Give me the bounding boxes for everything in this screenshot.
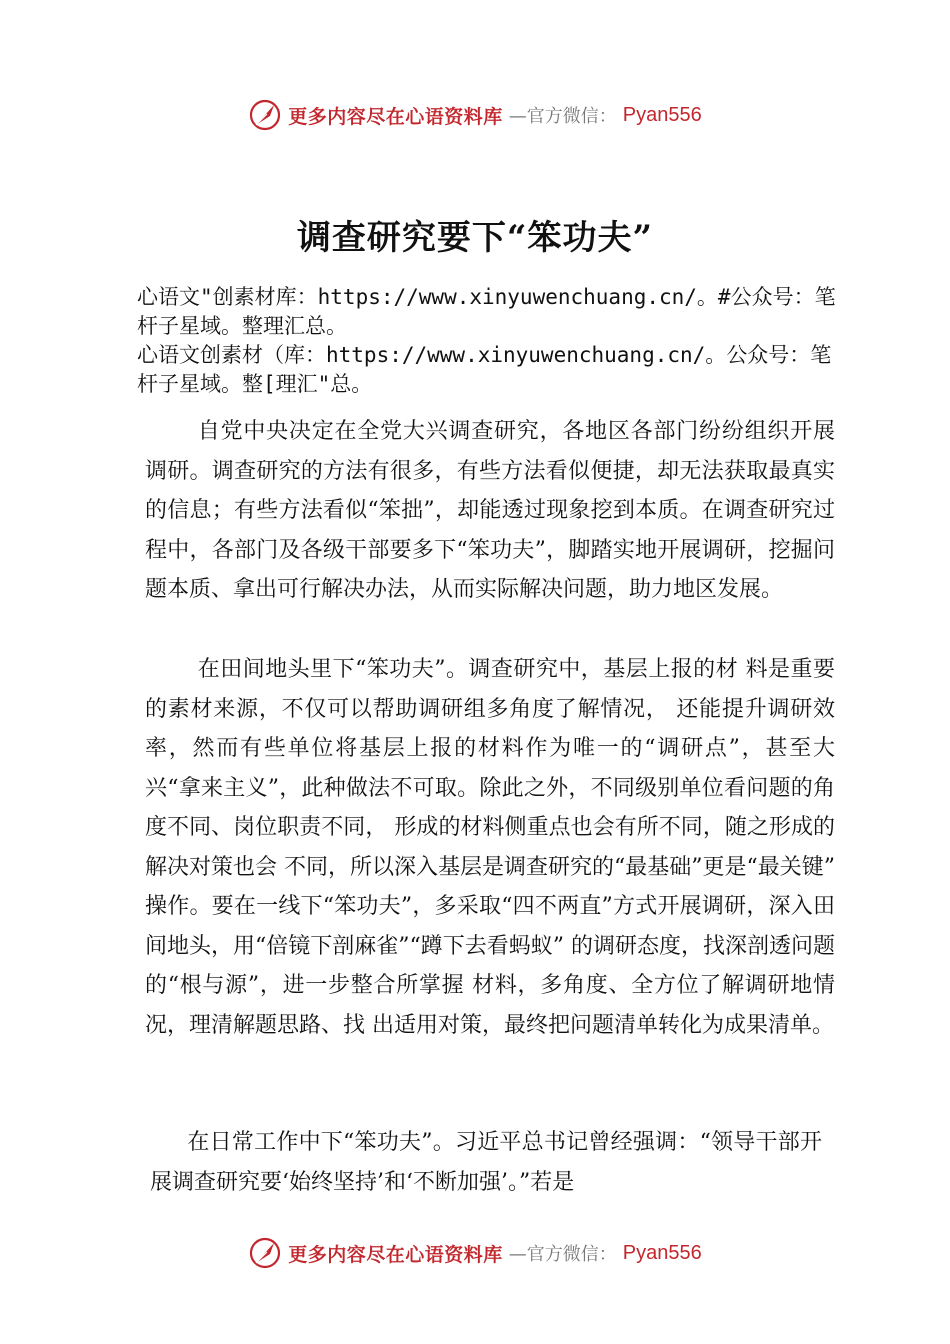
paragraph-2: 在田间地头里下“笨功夫”。调查研究中，基层上报的材 料是重要的素材来源，不仅可以帮助调研组多角度了解情况， 还能提升调研效率，然而有些单位将基层上报的材料作为唯一的“调研点”，甚至大兴“拿来主义”，此种做法不可取。除此之外，不同级别单位看问题的角度不同、岗位职责不同， 形成的材料侧重点也会有所不同，随之形成的解决对策也会 不同，所以深入基层是调查研究的“最基础”更是“最关键” 操作。要在一线下“笨功夫”，多采取“四不两直”方式开展调研，深入田间地头，用“倍镜下剖麻雀”“蹲下去看蚂蚁” 的调研态度，找深剖透问题的“根与源”，进一步整合所掌握 材料，多角度、全方位了解调研地情况，理清解题思路、找 出适用对策，最终把问题清单转化为成果清单。 <box>145 657 835 1038</box>
document-title: 调查研究要下“笨功夫” <box>296 218 654 258</box>
source-line-2: 心语文创素材（库：https://www.xinyuwenchuang.cn/。公众号：笔杆子星域。整[理汇"总。 <box>137 343 832 396</box>
source-line-1: 心语文"创素材库：https://www.xinyuwenchuang.cn/。#公众号：笔杆子星域。整理汇总。 <box>137 285 836 338</box>
paragraph-3: 在日常工作中下“笨功夫”。习近平总书记曾经强调：“领导干部开展调查研究要‘始终坚持’和‘不断加强’。”若是 <box>150 1130 822 1195</box>
banner-title: 更多内容尽在心语资料库 <box>288 105 503 128</box>
banner-title: 更多内容尽在心语资料库 <box>288 1243 503 1266</box>
banner-wechat-id: Pyan556 <box>622 1241 702 1264</box>
quill-logo-icon <box>248 1236 282 1270</box>
header-banner <box>0 95 950 135</box>
banner-separator: —官方微信： <box>508 1244 617 1265</box>
footer-banner <box>0 1233 950 1273</box>
quill-logo-icon <box>248 98 282 132</box>
banner-separator: —官方微信： <box>508 106 617 127</box>
banner-wechat-id: Pyan556 <box>622 103 702 126</box>
paragraph-1: 自党中央决定在全党大兴调查研究，各地区各部门纷纷组织开展调研。调查研究的方法有很多，有些方法看似便捷，却无法获取最真实的信息；有些方法看似“笨拙”，却能透过现象挖到本质。在调查研究过程中，各部门及各级干部要多下“笨功夫”，脚踏实地开展调研，挖掘问题本质、拿出可行解决办法，从而实际解决问题，助力地区发展。 <box>145 419 835 602</box>
